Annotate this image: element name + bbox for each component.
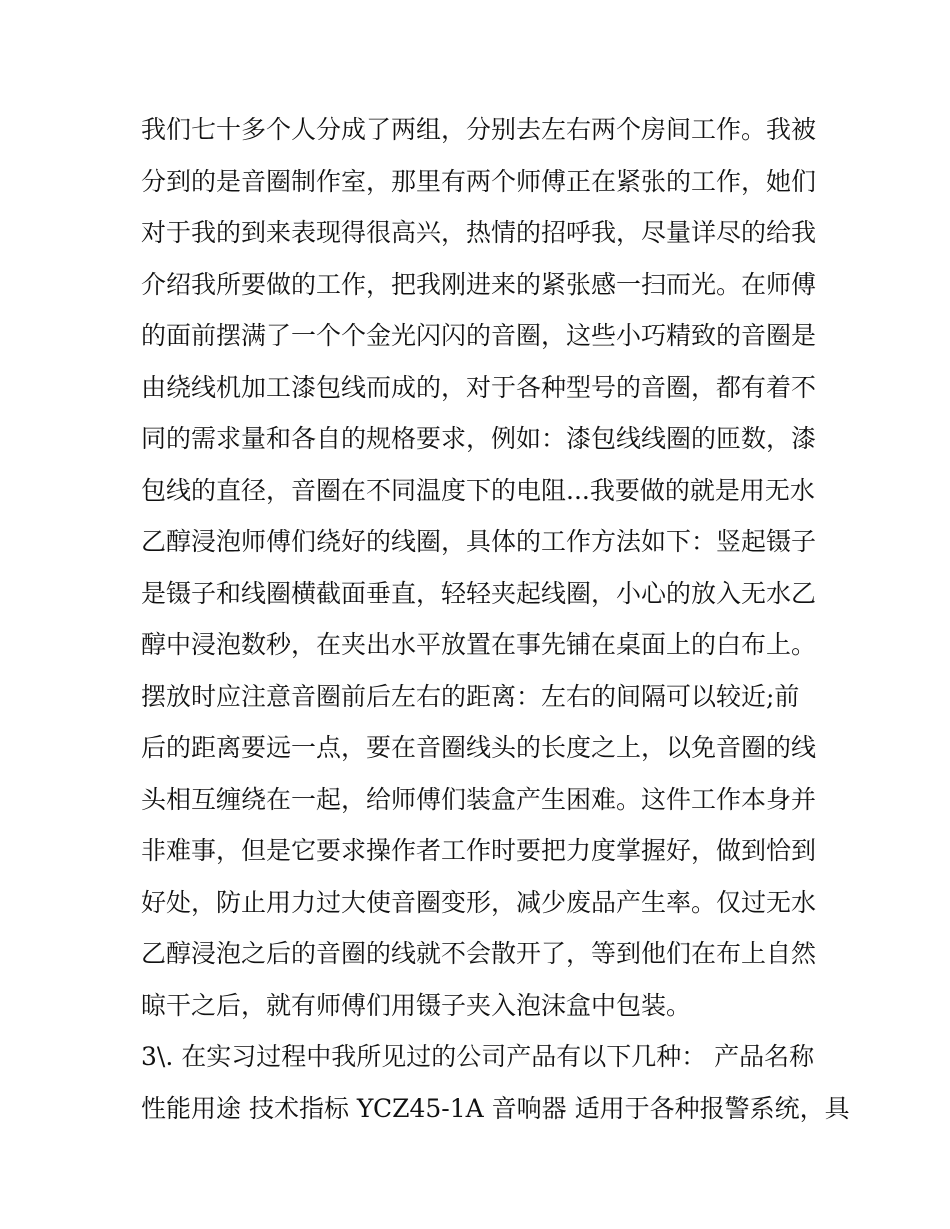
text-line: 对于我的到来表现得很高兴，热情的招呼我，尽量详尽的给我: [141, 218, 817, 247]
text-line: 好处，防止用力过大使音圈变形，减少废品产生率。仅过无水: [141, 887, 817, 917]
text-line: 介绍我所要做的工作，把我刚进来的紧张感一扫而光。在师傅: [141, 269, 817, 299]
text-line: 3\. 在实习过程中我所见过的公司产品有以下几种： 产品名称: [141, 1042, 815, 1071]
text-line: 头相互缠绕在一起，给师傅们装盒产生困难。这件工作本身并: [141, 784, 817, 814]
text-line: 性能用途 技术指标 YCZ45-1A 音响器 适用于各种报警系统，具: [141, 1093, 850, 1123]
text-line: 后的距离要远一点，要在音圈线头的长度之上，以免音圈的线: [141, 733, 817, 762]
text-line: 晾干之后，就有师傅们用镊子夹入泡沫盒中包装。: [141, 990, 692, 1020]
text-line: 同的需求量和各自的规格要求，例如：漆包线线圈的匝数，漆: [141, 424, 817, 453]
text-line: 非难事，但是它要求操作者工作时要把力度掌握好，做到恰到: [141, 836, 817, 865]
text-line: 的面前摆满了一个个金光闪闪的音圈，这些小巧精致的音圈是: [141, 321, 817, 350]
text-line: 乙醇浸泡之后的音圈的线就不会散开了，等到他们在布上自然: [141, 939, 817, 968]
text-line: 分到的是音圈制作室，那里有两个师傅正在紧张的工作，她们: [141, 166, 817, 196]
text-line: 摆放时应注意音圈前后左右的距离：左右的间隔可以较近;前: [141, 681, 800, 711]
text-line: 醇中浸泡数秒，在夹出水平放置在事先铺在桌面上的白布上。: [141, 630, 817, 659]
text-line: 是镊子和线圈横截面垂直，轻轻夹起线圈，小心的放入无水乙: [141, 578, 817, 608]
text-line: 由绕线机加工漆包线而成的，对于各种型号的音圈，都有着不: [141, 372, 817, 402]
text-line: 我们七十多个人分成了两组，分别去左右两个房间工作。我被: [141, 115, 817, 144]
text-line: 乙醇浸泡师傅们绕好的线圈，具体的工作方法如下：竖起镊子: [141, 527, 817, 556]
text-line: 包线的直径，音圈在不同温度下的电阻...我要做的就是用无水: [141, 475, 815, 505]
body-text: [141, 110, 850, 1140]
